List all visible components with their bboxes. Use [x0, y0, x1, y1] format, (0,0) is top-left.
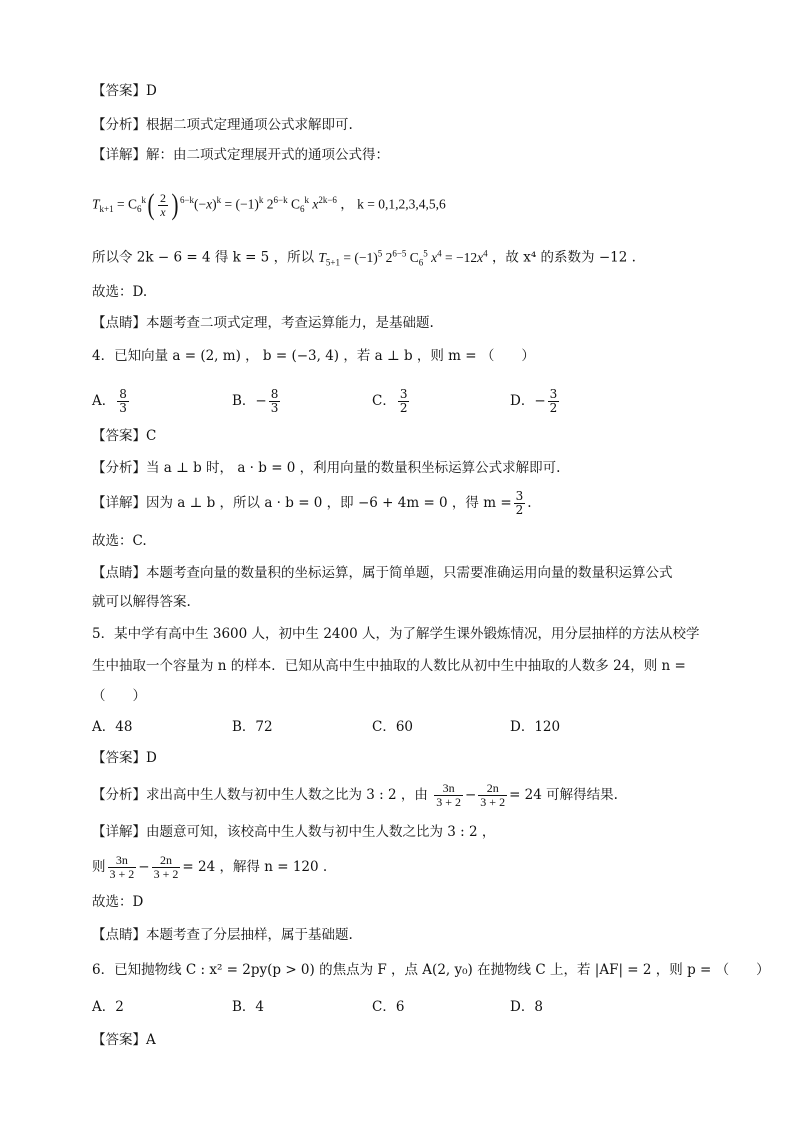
- q5-conclusion: 故选：D: [92, 894, 144, 910]
- q5-option-a: A．48: [92, 719, 133, 735]
- q4-option-a: A． $\frac{8}{3}$: [92, 387, 127, 415]
- q3-k-range: k = 0,1,2,3,4,5,6: [357, 196, 446, 212]
- q5-question-line1: 5．某中学有高中生 3600 人，初中生 2400 人，为了解学生课外锻炼情况，用分层抽样的方法从校学: [92, 626, 700, 642]
- q3-comment: 【点睛】本题考查二项式定理，考查运算能力，是基础题.: [92, 315, 434, 331]
- q5-option-c: C．60: [372, 719, 414, 735]
- q4-option-d: D．− $\frac{3}{2}$: [510, 387, 558, 415]
- q3-conclusion: 故选：D.: [92, 284, 148, 300]
- q5-option-d: D．120: [510, 719, 561, 735]
- q5-question-line3: （ ）: [92, 688, 146, 704]
- q6-option-c: C．6: [372, 999, 405, 1015]
- q4-answer: 【答案】C: [92, 428, 157, 444]
- q4-question: 4．已知向量 a = (2, m) ， b = (−3, 4) ，若 a ⊥ b ，则 m = （ ）: [92, 348, 535, 364]
- q3-general-term-formula: $T_{k+1} = C_6^k$( $\frac{2}{x}$ ) $^{6-k}(-x)^k = (-1)^k$ $2^{6-k}$ $C_6^k$ $x^{2k-6}$ ， k = 0,1,2,3,4,5,6: [92, 188, 446, 222]
- q4-comment-line2: 就可以解得答案.: [92, 594, 191, 610]
- q5-detail: 【详解】由题意可知，该校高中生人数与初中生人数之比为 3 : 2 ，: [92, 824, 496, 840]
- q3-answer: 【答案】D: [92, 83, 157, 99]
- q4-option-b: B．− $\frac{8}{3}$: [232, 387, 279, 415]
- q6-option-b: B．4: [232, 999, 265, 1015]
- q5-answer: 【答案】D: [92, 750, 157, 766]
- q4-option-c: C． $\frac{3}{2}$: [372, 387, 408, 415]
- q4-detail: 【详解】因为 a ⊥ b ，所以 a · b = 0 ，即 −6 + 4m = 0 ，得 m = $\frac{3}{2}$ .: [92, 489, 532, 517]
- q5-analysis: 【分析】求出高中生人数与初中生人数之比为 3 : 2 ，由 $\frac{3n}{3 + 2}$ − $\frac{2n}{3 + 2}$ = 24 可解得结果.: [92, 781, 618, 809]
- q4-analysis: 【分析】当 a ⊥ b 时， a · b = 0 ，利用向量的数量积坐标运算公式求解即可.: [92, 460, 561, 476]
- q3-detail-line2: 所以令 2k − 6 = 4 得 k = 5 ，所以 $T_{5+1} = (-1)^5$ $2^{6-5}$ $C_6^5$ $x^4 = -12x^4$ ，故 x⁴ 的系数为 −12 .: [92, 248, 636, 268]
- q3-detail-intro: 【详解】解：由二项式定理展开式的通项公式得：: [92, 147, 389, 163]
- q6-question: 6．已知抛物线 C : x² = 2py(p > 0) 的焦点为 F ，点 A(2, y₀) 在抛物线 C 上，若 |AF| = 2 ，则 p = （ ）: [92, 962, 770, 978]
- q6-answer: 【答案】A: [92, 1032, 156, 1048]
- q6-option-a: A．2: [92, 999, 124, 1015]
- q5-option-b: B．72: [232, 719, 273, 735]
- q5-detail-line2: 则 $\frac{3n}{3 + 2}$ − $\frac{2n}{3 + 2}$ = 24 ，解得 n = 120 .: [92, 853, 328, 881]
- q6-option-d: D．8: [510, 999, 543, 1015]
- q4-conclusion: 故选：C.: [92, 533, 147, 549]
- q5-comment: 【点睛】本题考查了分层抽样，属于基础题.: [92, 927, 353, 943]
- q5-question-line2: 生中抽取一个容量为 n 的样本．已知从高中生中抽取的人数比从初中生中抽取的人数多 24，则 n =: [92, 658, 686, 674]
- q4-comment-line1: 【点睛】本题考查向量的数量积的坐标运算，属于简单题，只需要准确运用向量的数量积运算公式: [92, 565, 673, 581]
- q3-t6-formula: $T_{5+1} = (-1)^5$ $2^{6-5}$ $C_6^5$ $x^4 = -12x^4$: [318, 248, 488, 268]
- q3-analysis: 【分析】根据二项式定理通项公式求解即可.: [92, 117, 353, 133]
